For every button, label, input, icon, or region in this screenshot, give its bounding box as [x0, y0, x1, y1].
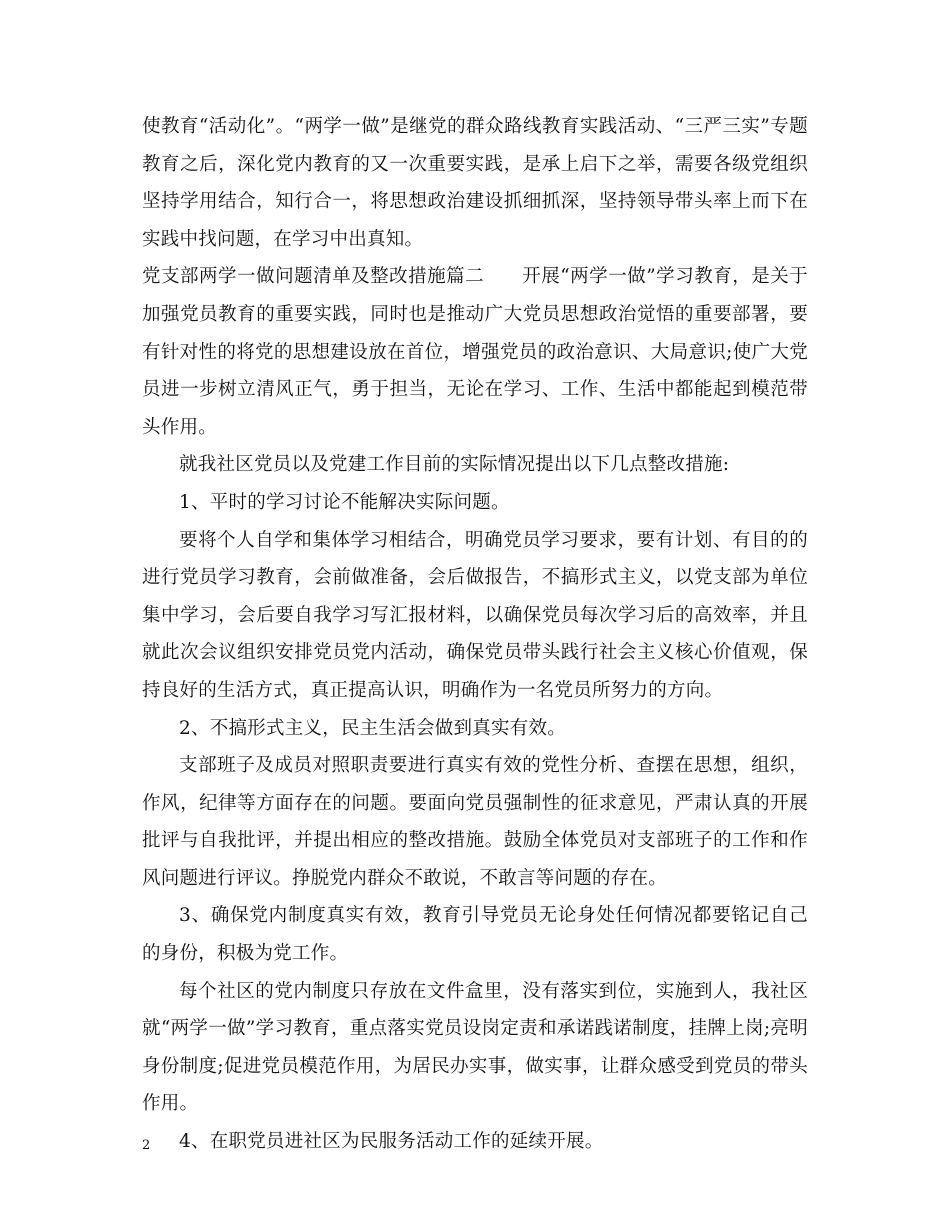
paragraph-1: 使教育“活动化”。“两学一做”是继党的群众路线教育实践活动、“三严三实”专题教育之后，深化党内教育的又一次重要实践，是承上启下之举，需要各级党组织坚持学用结合，知行合一，将思想政治建设抓细抓深，坚持领导带头率上而下在实践中找问题，在学习中出真知。 [142, 116, 808, 250]
section-heading-3: 3、确保党内制度真实有效，教育引导党员无论身处任何情况都要铭记自己的身份，积极为党工作。 [142, 905, 808, 965]
paragraph-5: 要将个人自学和集体学习相结合，明确党员学习要求，要有计划、有目的的进行党员学习教育，会前做准备，会后做报告，不搞形式主义，以党支部为单位集中学习，会后要自我学习写汇报材料，以确保党员每次学习后的高效率，并且就此次会议组织安排党员党内活动，确保党员带头践行社会主义核心价值观，保持良好的生活方式，真正提高认识，明确作为一名党员所努力的方向。 [142, 529, 808, 701]
section-heading-4: 4、在职党员进社区为民服务活动工作的延续开展。 [179, 1131, 604, 1153]
section-heading-1: 1、平时的学习讨论不能解决实际问题。 [179, 491, 510, 513]
paragraph-2: 党支部两学一做问题清单及整改措施篇二 开展“两学一做”学习教育，是关于加强党员教育的重要实践，同时也是推动广大党员思想政治觉悟的重要部署，要有针对性的将党的思想建设放在首位，增强党员的政治意识、大局意识;使广大党员进一步树立清风正气，勇于担当，无论在学习、工作、生活中都能起到模范带头作用。 [142, 266, 808, 438]
page-number: 2 [142, 1138, 151, 1153]
paragraph-9: 每个社区的党内制度只存放在文件盒里，没有落实到位，实施到人，我社区就“两学一做”学习教育，重点落实党员设岗定责和承诺践诺制度，挂牌上岗;亮明身份制度;促进党员模范作用，为居民办实事，做实事，让群众感受到党员的带头作用。 [142, 980, 808, 1115]
paragraph-7: 支部班子及成员对照职责要进行真实有效的党性分析、查摆在思想，组织，作风，纪律等方面存在的问题。要面向党员强制性的征求意见，严肃认真的开展批评与自我批评，并提出相应的整改措施。鼓励全体党员对支部班子的工作和作风问题进行评议。挣脱党内群众不敢说，不敢言等问题的存在。 [142, 755, 808, 889]
section-heading-2: 2、不搞形式主义，民主生活会做到真实有效。 [179, 717, 567, 739]
document-body [142, 108, 808, 1161]
paragraph-3: 就我社区党员以及党建工作目前的实际情况提出以下几点整改措施: [179, 454, 730, 476]
